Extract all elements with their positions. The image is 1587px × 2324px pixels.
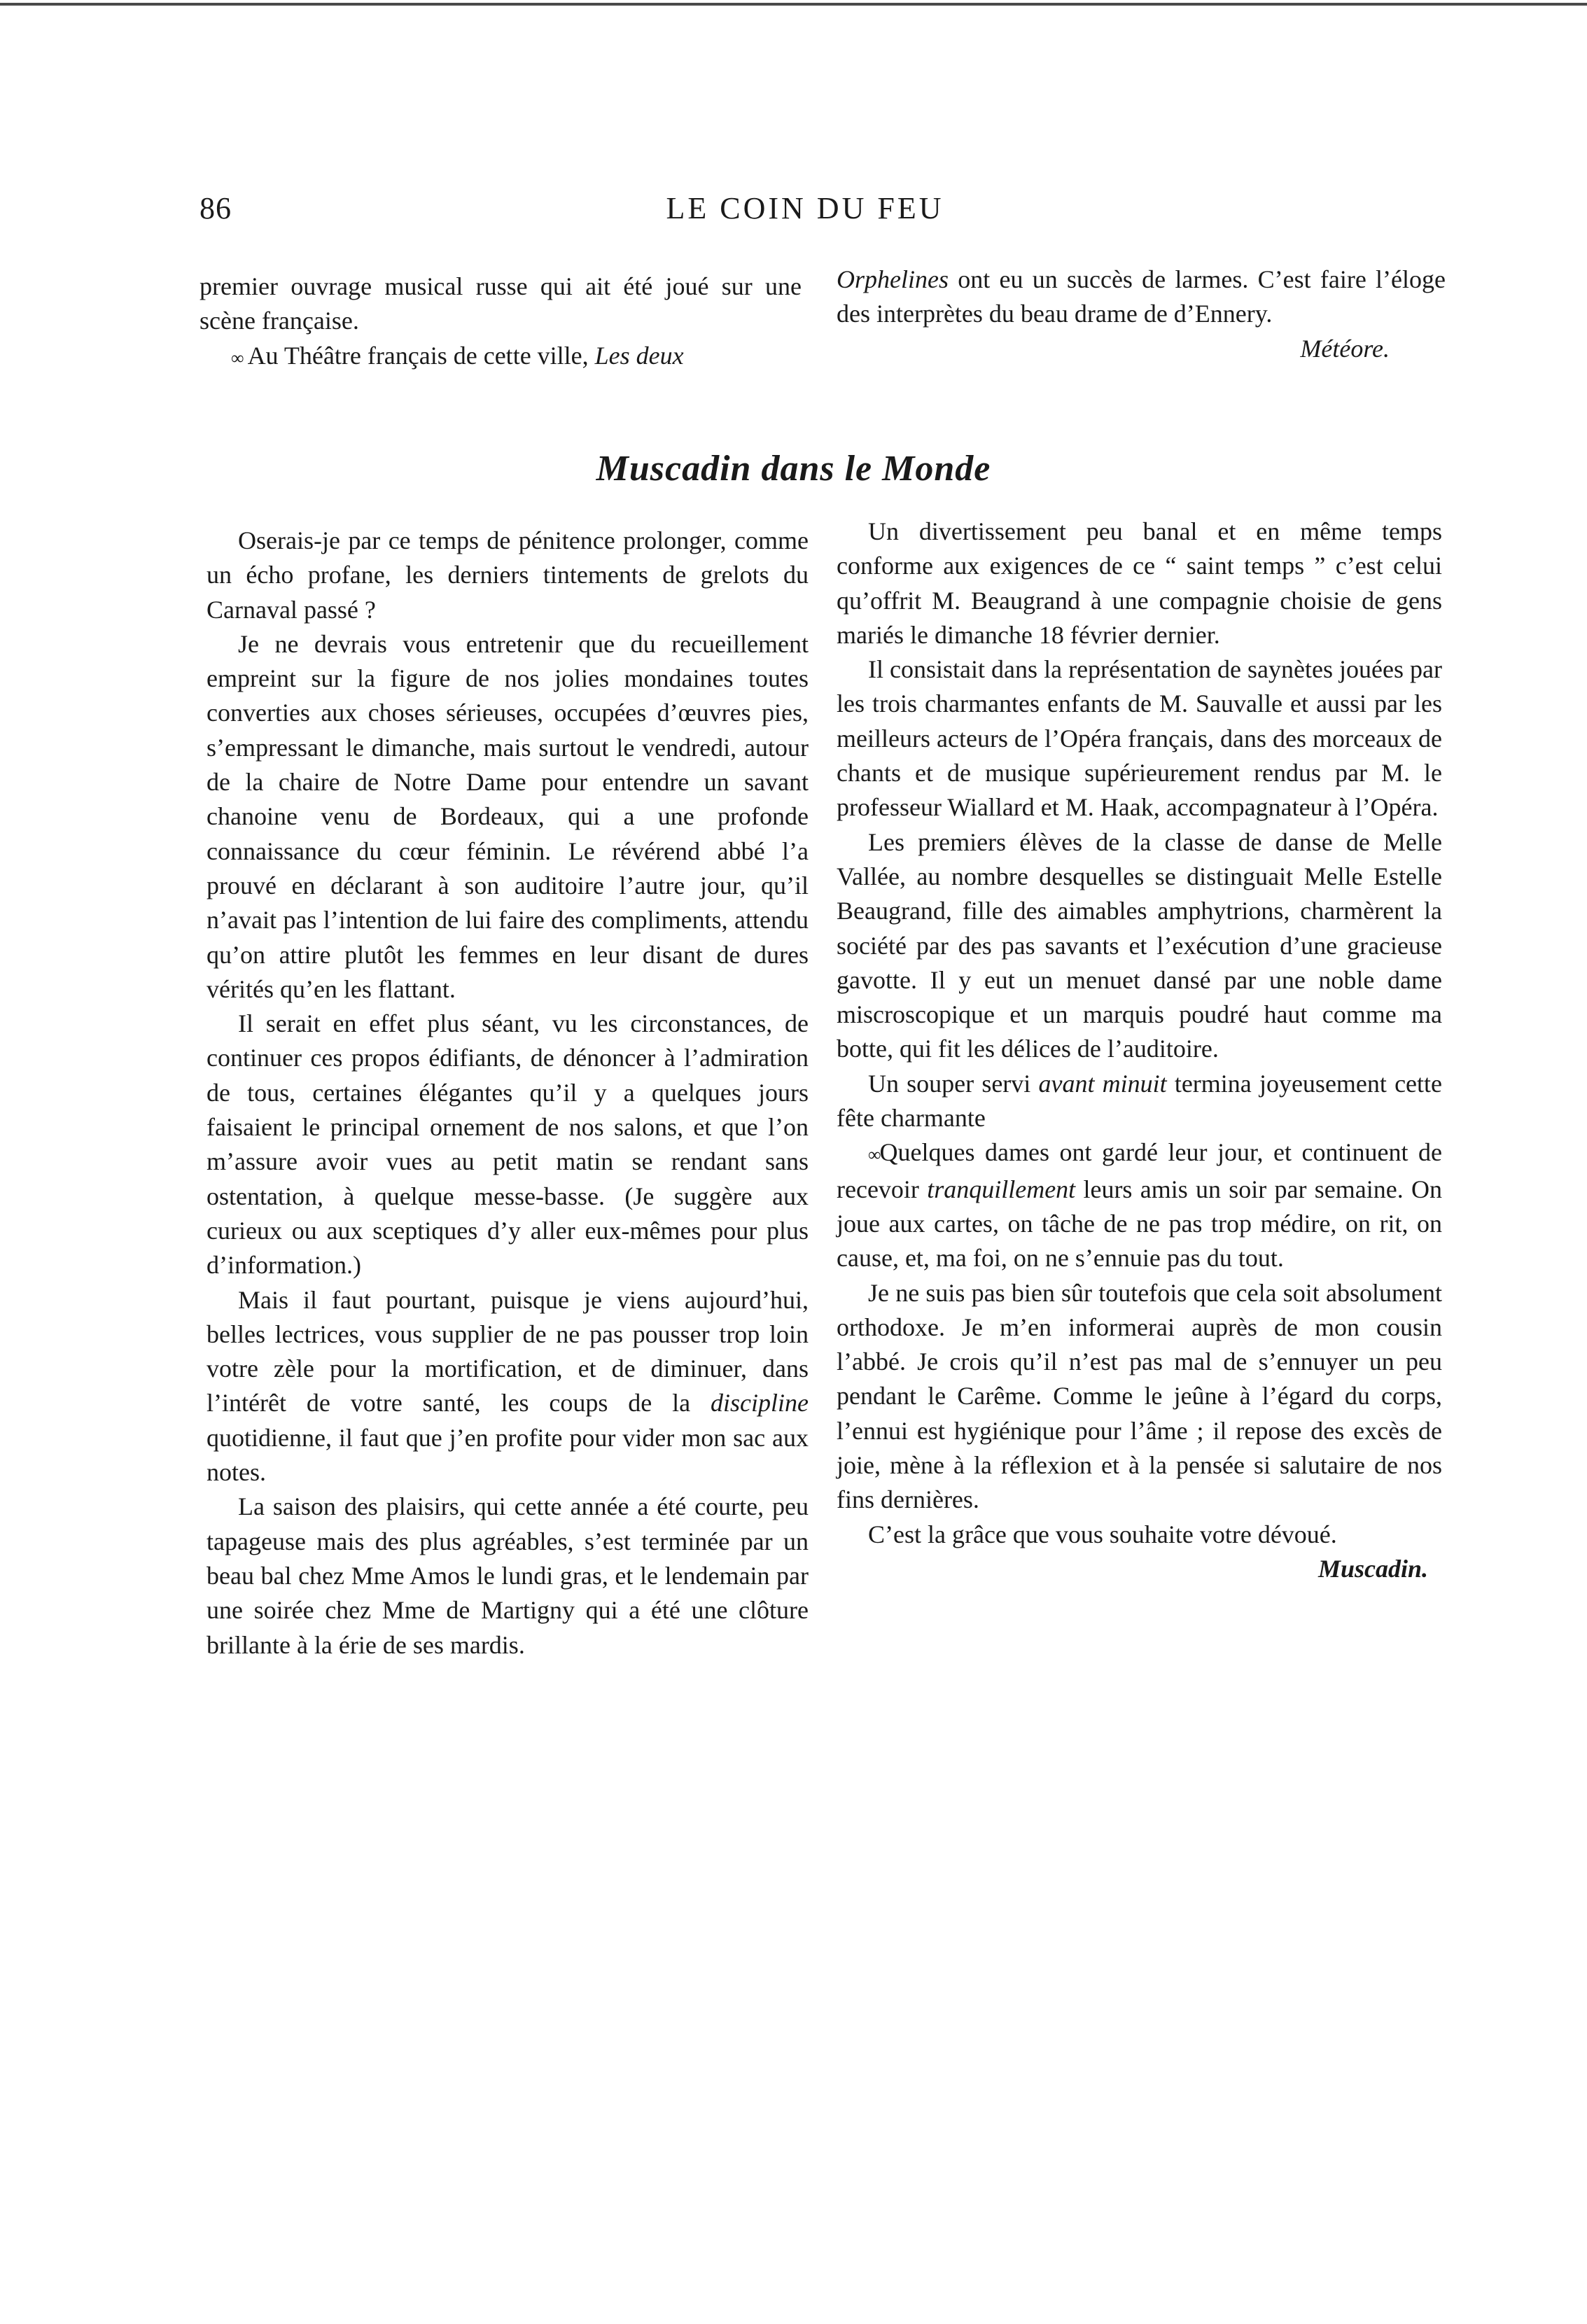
paragraph: Je ne suis pas bien sûr toutefois que cela soit absolument orthodoxe. Je m’en informerai auprès de mon cousin l’abbé. Je crois qu’il n’est pas mal de s’ennuyer un peu pendant le Carême. Comme le jeûne à l’égard du corps, l’ennui est hygiénique pour l’âme ; il repose des excès de joie, mène à la réflexion et à la pensée si salutaire de nos fins dernières. [837, 1278, 1442, 1514]
paragraph: Les premiers élèves de la classe de danse de Melle Vallée, au nombre desquelles se distinguait Melle Estelle Beaugrand, fille des aimables amphytrions, charmèrent la société par des pas savants et l’exécution d’une gracieuse gavotte. Il y eut un menuet dansé par une noble dame miscroscopique et un marquis poudré haut comme ma botte, qui fit les délices de l’auditoire. [837, 827, 1442, 1063]
paragraph: C’est la grâce que vous souhaite votre dévoué. [868, 1520, 1337, 1548]
top-right-column [837, 262, 1446, 366]
ornament-icon: ∞ [868, 1144, 880, 1166]
paragraph: Un souper servi avant minuit termina joyeusement cette fête charmante [837, 1069, 1443, 1133]
running-head [200, 190, 1411, 232]
article-left-column [207, 524, 809, 1662]
paragraph: Orphelines ont eu un succès de larmes. C’est faire l’éloge des interprètes du beau drame de d’Ennery. [837, 265, 1446, 328]
paragraph: Mais il faut pourtant, puisque je viens aujourd’hui, belles lectrices, vous supplier de ne pas pousser trop loin votre zèle pour la mortification, et de diminuer, dans l’intérêt de votre santé, les coups de la discipline quotidienne, il faut que j’en profite pour vider mon sac aux notes. [207, 1285, 809, 1487]
page-number: 86 [200, 191, 232, 225]
running-title: LE COIN DU FEU [666, 191, 944, 225]
paragraph: Je ne devrais vous entretenir que du recueillement empreint sur la figure de nos jolies mondaines toutes converties aux choses sérieuses, occupées d’œuvres pies, s’empressant le dimanche, mais surtout le vendredi, autour de la chaire de Notre Dame pour entendre un savant chanoine venu de Bordeaux, qui a une profonde connaissance du cœur féminin. Le révérend abbé l’a prouvé en déclarant à son auditoire l’autre jour, qu’il n’avait pas l’intention de lui faire des compliments, attendu qu’on attire plutôt les femmes en leur disant de dures vérités qu’en les flattant. [207, 629, 809, 1003]
top-left-column [200, 270, 802, 375]
paragraph: ∞Quelques dames ont gardé leur jour, et continuent de recevoir tranquillement leurs amis un soir par semaine. On joue aux cartes, on tâche de ne pas trop médire, on rit, on cause, et, ma foi, on ne s’ennuie pas du tout. [837, 1138, 1442, 1273]
paragraph: Un divertissement peu banal et en même temps conforme aux exigences de ce “ saint temps ” c’est celui qu’offrit M. Beaugrand à une compagnie choisie de gens mariés le dimanche 18 février dernier. [837, 517, 1442, 649]
paragraph: Il consistait dans la représentation de saynètes jouées par les trois charmantes enfants de M. Sauvalle et aussi par les meilleurs acteurs de l’Opéra français, dans des morceaux de chants et de musique supérieurement rendus par M. le professeur Wiallard et M. Haak, accompagnateur à l’Opéra. [837, 655, 1442, 822]
paragraph: Il serait en effet plus séant, vu les circonstances, de continuer ces propos édifiants, de dénoncer à l’admiration de tous, certaines élégantes qu’il y a quelques jours faisaient le principal ornement de nos salons, et que l’on m’assure avoir vues au petit matin se rendant sans ostentation, à quelque messe-basse. (Je suggère aux curieux ou aux sceptiques d’y aller eux-mêmes pour plus d’information.) [207, 1009, 809, 1280]
article-right-column [837, 514, 1442, 1586]
signature: Muscadin. [1317, 1554, 1428, 1583]
article-title: Muscadin dans le Monde [596, 449, 991, 489]
paragraph: premier ouvrage musical russe qui ait été joué sur une scène française. [200, 272, 802, 335]
top-rule [0, 3, 1587, 6]
ornament-icon: ∞ [231, 347, 243, 368]
paragraph: La saison des plaisirs, qui cette année a été courte, peu tapageuse mais des plus agréables, s’est terminée par un beau bal chez Mme Amos le lundi gras, et le lendemain par une soirée chez Mme de Martigny qui a été une clôture brillante à la érie de ses mardis. [207, 1492, 809, 1659]
paragraph: Oserais-je par ce temps de pénitence prolonger, comme un écho profane, les derniers tintements de grelots du Carnaval passé ? [207, 526, 809, 624]
signature: Météore. [1300, 334, 1390, 363]
paragraph: ∞ Au Théâtre français de cette ville, Les deux [231, 341, 684, 370]
